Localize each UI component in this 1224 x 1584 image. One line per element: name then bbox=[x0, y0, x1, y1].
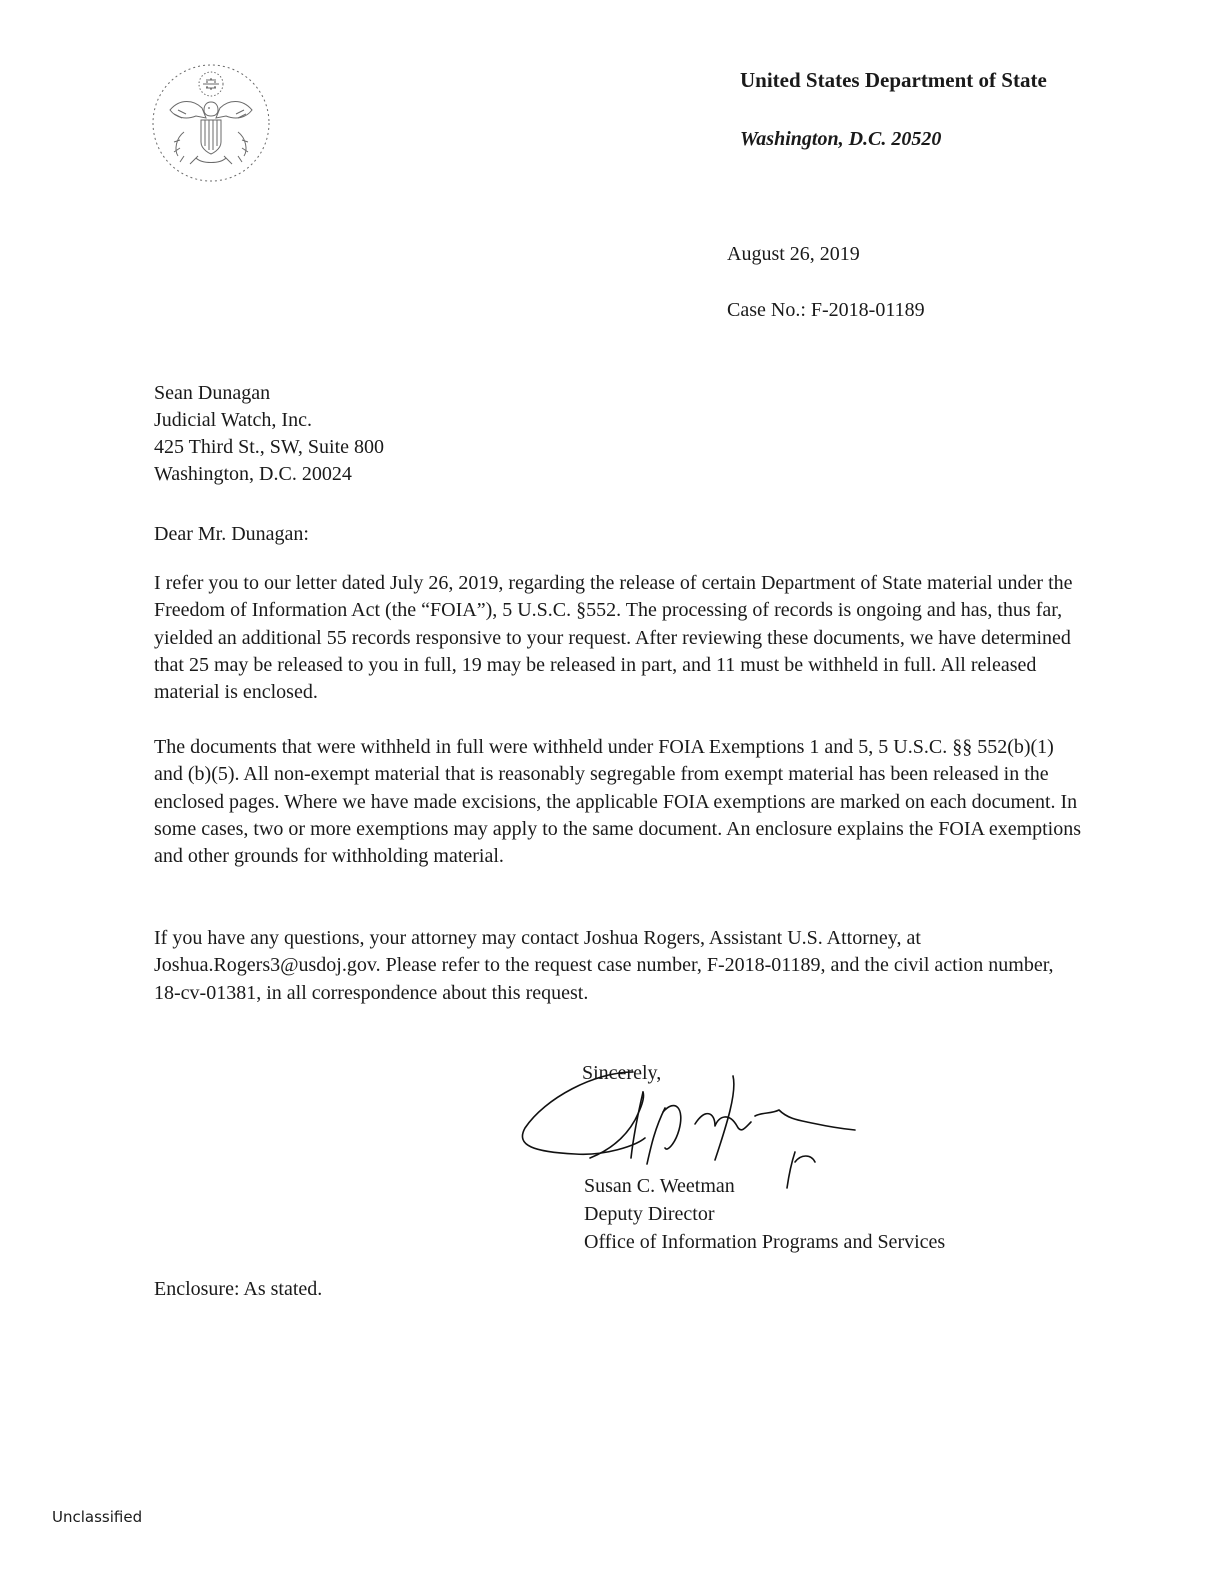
recipient-address bbox=[154, 380, 384, 488]
enclosure-note: Enclosure: As stated. bbox=[154, 1278, 323, 1300]
signer-name: Susan C. Weetman bbox=[584, 1175, 735, 1197]
recipient-city: Washington, D.C. 20024 bbox=[154, 463, 352, 485]
salutation: Dear Mr. Dunagan: bbox=[154, 523, 309, 545]
department-city: Washington, D.C. 20520 bbox=[740, 128, 942, 150]
closing: Sincerely, bbox=[582, 1062, 662, 1084]
signature-block bbox=[584, 1172, 945, 1256]
body-paragraph: I refer you to our letter dated July 26, 2019, regarding the release of certain Department of State material under the Freedom of Information Act (the “FOIA”), 5 U.S.C. §552. The processing of records is ongoing and has, thus far, yielded an additional 55 records responsive to your request. After reviewing these documents, we have determined that 25 may be released to you in full, 19 may be released in part, and 11 must be withheld in full. All released material is enclosed. bbox=[154, 572, 1073, 704]
great-seal-icon bbox=[150, 62, 272, 184]
letter-date: August 26, 2019 bbox=[727, 243, 860, 265]
classification-marking: Unclassified bbox=[52, 1508, 143, 1526]
body-paragraph: If you have any questions, your attorney may contact Joshua Rogers, Assistant U.S. Attorney, at Joshua.Rogers3@usdoj.gov. Please refer to the request case number, F-2018-01189, and the civil action number, 18-cv-01381, in all correspondence about this request. bbox=[154, 927, 1054, 1004]
department-name: United States Department of State bbox=[740, 68, 1047, 92]
body-paragraph: The documents that were withheld in full were withheld under FOIA Exemptions 1 and 5, 5 U.S.C. §§ 552(b)(1) and (b)(5). All non-exempt material that is reasonably segregable from exempt material has been released in the enclosed pages. Where we have made excisions, the applicable FOIA exemptions are marked on each document. In some cases, two or more exemptions may apply to the same document. An enclosure explains the FOIA exemptions and other grounds for withholding material. bbox=[154, 736, 1082, 868]
signer-office: Office of Information Programs and Services bbox=[584, 1231, 946, 1253]
recipient-street: 425 Third St., SW, Suite 800 bbox=[154, 436, 385, 458]
case-number: Case No.: F-2018-01189 bbox=[727, 299, 925, 321]
recipient-name: Sean Dunagan bbox=[154, 382, 271, 404]
signer-title: Deputy Director bbox=[584, 1203, 715, 1225]
recipient-organization: Judicial Watch, Inc. bbox=[154, 409, 312, 431]
